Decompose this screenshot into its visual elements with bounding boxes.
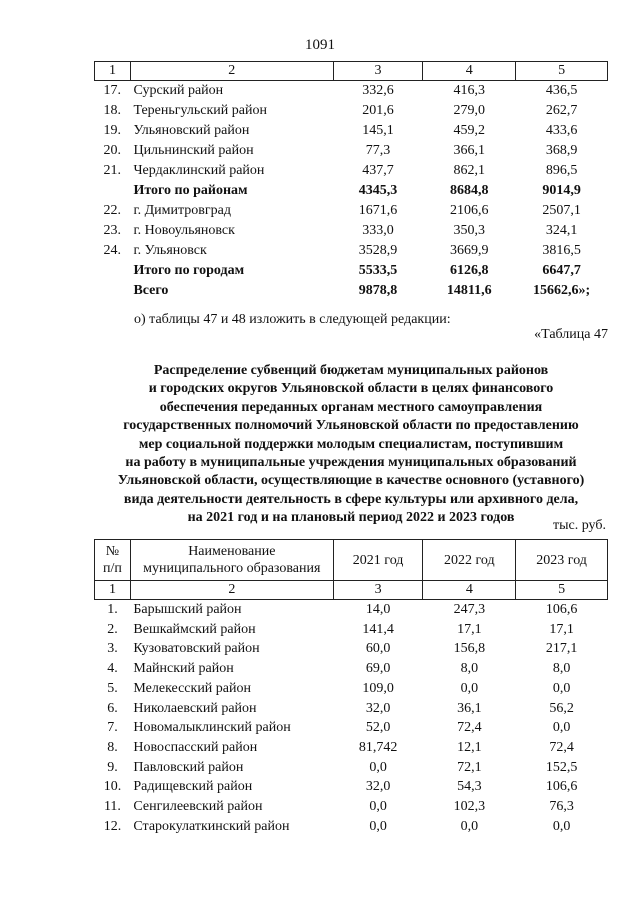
heading-line: Распределение субвенций бюджетам муниципальных районов	[153, 363, 549, 378]
value-col-4: 862,1	[453, 163, 485, 178]
value-col-5: 436,5	[545, 83, 578, 98]
value-col-4: 8,0	[460, 661, 479, 677]
heading-line: вида деятельности деятельность в сфере культуры или архивного дела,	[123, 491, 579, 507]
column-index: 3	[333, 62, 423, 81]
row-name: Ульяновский район	[133, 123, 250, 138]
value-col-3: 60,0	[365, 641, 391, 657]
row-number: 5.	[107, 680, 118, 696]
header-2021: 2021 год	[333, 540, 423, 581]
table-row	[95, 600, 608, 620]
table-row	[95, 241, 608, 261]
value-col-4: 2106,6	[450, 203, 489, 218]
row-name: Цильнинский район	[133, 143, 254, 158]
table-row	[95, 639, 608, 659]
value-col-5: 433,6	[545, 123, 578, 138]
value-col-5: 262,7	[545, 103, 578, 118]
value-col-5: 106,6	[545, 779, 578, 795]
table-row	[95, 699, 608, 719]
heading-line: мер социальной поддержки молодым специалистам, поступившим	[138, 436, 564, 452]
value-col-5: 56,2	[549, 700, 574, 716]
column-index: 3	[333, 581, 423, 600]
value-col-4: 279,0	[453, 103, 485, 118]
table-row	[95, 758, 608, 778]
value-col-5: 0,0	[552, 680, 571, 696]
row-number: 19.	[103, 123, 121, 138]
row-name: Сенгилеевский район	[133, 799, 263, 815]
row-number: 21.	[103, 163, 121, 178]
value-col-3: 69,0	[365, 661, 391, 677]
value-col-4: 416,3	[453, 83, 485, 98]
table-47	[94, 539, 608, 836]
row-name: Тереньгульский район	[133, 103, 267, 118]
header-name	[130, 540, 333, 581]
column-index: 1	[95, 62, 131, 81]
table-row	[95, 620, 608, 640]
table-row	[95, 261, 608, 281]
row-number: 17.	[103, 83, 121, 98]
value-col-5: 2507,1	[542, 203, 581, 218]
value-col-5: 368,9	[545, 143, 578, 158]
row-name: Итого по городам	[133, 263, 245, 278]
value-col-3: 437,7	[362, 163, 394, 178]
value-col-4: 102,3	[453, 799, 486, 815]
row-name: Радищевский район	[133, 779, 253, 795]
value-col-3: 201,6	[362, 103, 394, 118]
value-col-4: 14811,6	[446, 283, 492, 298]
value-col-3: 141,4	[362, 621, 394, 637]
table-heading	[94, 362, 608, 528]
value-col-3: 332,6	[362, 83, 394, 98]
value-col-3: 9878,8	[358, 283, 398, 298]
heading-line: на 2021 год и на плановый период 2022 и 2023 годов	[187, 510, 515, 526]
value-col-3: 0,0	[369, 799, 387, 815]
row-name: Итого по районам	[133, 183, 248, 198]
row-name: Новоспасский район	[133, 739, 258, 755]
column-index-row	[95, 62, 608, 81]
value-col-5: 0,0	[552, 818, 571, 834]
row-name: Павловский район	[133, 759, 244, 775]
value-col-4: 12,1	[457, 739, 482, 755]
header-row	[95, 540, 608, 581]
table-row	[95, 181, 608, 201]
value-col-4: 36,1	[457, 700, 482, 716]
header-2023: 2023 год	[516, 540, 608, 581]
value-col-4: 17,1	[457, 621, 482, 637]
value-col-5: 0,0	[552, 720, 571, 736]
column-index: 5	[516, 581, 608, 600]
row-name: Сурский район	[133, 83, 224, 98]
row-number: 23.	[103, 223, 121, 238]
value-col-5: 106,6	[545, 602, 578, 617]
value-col-3: 77,3	[365, 143, 391, 158]
header-name-line: Наименование	[188, 544, 276, 559]
table-row	[95, 81, 608, 102]
table-row	[95, 679, 608, 699]
table-row	[95, 738, 608, 758]
table-row	[95, 281, 608, 301]
value-col-3: 3528,9	[358, 243, 398, 258]
row-number: 18.	[103, 103, 121, 118]
row-number	[95, 181, 131, 201]
column-index: 2	[130, 581, 333, 600]
value-col-5: 9014,9	[542, 183, 581, 198]
row-name: Чердаклинский район	[133, 163, 265, 178]
table-row	[95, 121, 608, 141]
value-col-4: 459,2	[453, 123, 485, 138]
table-row	[95, 101, 608, 121]
column-index: 1	[95, 581, 131, 600]
value-col-5: 6647,7	[542, 263, 581, 278]
value-col-4: 156,8	[453, 641, 486, 657]
row-name: Барышский район	[133, 602, 242, 617]
table-row	[95, 817, 608, 837]
table-row	[95, 221, 608, 241]
value-col-3: 52,0	[365, 720, 391, 736]
row-number: 8.	[107, 739, 118, 755]
value-col-5: 72,4	[549, 739, 574, 755]
column-index: 5	[516, 62, 608, 81]
row-number: 10.	[103, 779, 122, 795]
row-number: 4.	[107, 661, 118, 677]
table-row	[95, 141, 608, 161]
value-col-3: 0,0	[369, 759, 387, 775]
value-col-3: 32,0	[365, 779, 391, 795]
table-row	[95, 797, 608, 817]
row-name: Новомалыклинский район	[133, 720, 291, 736]
value-col-4: 0,0	[460, 818, 479, 834]
heading-line: и городских округов Ульяновской области в целях финансового	[148, 381, 554, 397]
value-col-5: 896,5	[545, 163, 578, 178]
value-col-3: 4345,3	[358, 183, 398, 198]
value-col-4: 6126,8	[450, 263, 489, 278]
value-col-4: 72,1	[457, 759, 482, 775]
row-number: 11.	[103, 799, 121, 815]
row-name: Мелекесский район	[133, 680, 251, 696]
value-col-3: 1671,6	[358, 203, 398, 218]
value-col-4: 54,3	[457, 779, 482, 795]
header-num-line: №	[105, 544, 120, 559]
row-name: Кузоватовский район	[133, 641, 260, 657]
row-name: Старокулаткинский район	[133, 818, 290, 834]
value-col-4: 366,1	[453, 143, 485, 158]
continuation-table-body	[95, 81, 608, 302]
row-number: 2.	[107, 621, 118, 637]
table-row	[95, 659, 608, 679]
row-number: 12.	[103, 818, 122, 834]
heading-line: государственных полномочий Ульяновской области по предоставлению	[123, 418, 579, 434]
row-number	[95, 261, 131, 281]
value-col-5: 324,1	[545, 223, 578, 238]
page-number: 1091	[305, 37, 335, 53]
value-col-3: 81,742	[358, 739, 398, 755]
table-47-body	[95, 600, 608, 837]
value-col-5: 76,3	[549, 799, 574, 815]
row-name: Всего	[133, 283, 169, 298]
unit-label: тыс. руб.	[553, 518, 606, 533]
value-col-3: 5533,5	[358, 263, 398, 278]
row-name: Майнский район	[133, 661, 234, 677]
column-index: 4	[423, 581, 516, 600]
table-reference: «Таблица 47	[534, 327, 608, 342]
table-row	[95, 718, 608, 738]
value-col-5: 17,1	[549, 621, 574, 637]
continuation-table	[94, 61, 608, 301]
value-col-3: 32,0	[365, 700, 391, 716]
column-index: 4	[423, 62, 516, 81]
column-index-row	[95, 581, 608, 600]
header-2022: 2022 год	[423, 540, 516, 581]
row-number: 20.	[103, 143, 121, 158]
value-col-5: 152,5	[545, 759, 578, 775]
value-col-5: 217,1	[545, 641, 578, 657]
value-col-5: 15662,6»;	[532, 283, 591, 298]
amendment-note: о) таблицы 47 и 48 изложить в следующей редакции:	[134, 312, 451, 327]
row-number: 1.	[107, 602, 118, 617]
table-row	[95, 161, 608, 181]
header-num	[95, 540, 131, 581]
value-col-3: 14,0	[365, 602, 391, 617]
table-row	[95, 201, 608, 221]
header-name-line: муниципального образования	[143, 561, 321, 576]
row-name: г. Ульяновск	[133, 243, 207, 258]
row-number: 9.	[107, 759, 118, 775]
heading-line: Ульяновской области, осуществляющие в качестве основного (уставного)	[117, 473, 585, 489]
column-index: 2	[130, 62, 333, 81]
value-col-4: 247,3	[453, 602, 486, 617]
row-number: 6.	[107, 700, 118, 716]
value-col-4: 350,3	[453, 223, 485, 238]
value-col-4: 8684,8	[450, 183, 489, 198]
value-col-4: 0,0	[460, 680, 479, 696]
table-row	[95, 777, 608, 797]
row-number: 22.	[103, 203, 121, 218]
row-number: 7.	[107, 720, 118, 736]
row-number: 3.	[107, 641, 118, 657]
value-col-3: 333,0	[362, 223, 394, 238]
row-name: г. Новоульяновск	[133, 223, 235, 238]
row-name: Вешкаймский район	[133, 621, 256, 637]
row-number: 24.	[103, 243, 121, 258]
row-name: г. Димитровград	[133, 203, 231, 218]
heading-line: на работу в муниципальные учреждения муниципальных образований	[125, 455, 577, 471]
value-col-3: 109,0	[362, 680, 394, 696]
heading-line: обеспечения переданных органам местного самоуправления	[159, 399, 543, 415]
value-col-3: 0,0	[369, 818, 387, 834]
row-number	[95, 281, 131, 301]
value-col-4: 72,4	[457, 720, 482, 736]
value-col-3: 145,1	[362, 123, 394, 138]
header-num-line: п/п	[103, 561, 122, 576]
row-name: Николаевский район	[133, 700, 257, 716]
value-col-5: 8,0	[552, 661, 571, 677]
value-col-4: 3669,9	[450, 243, 489, 258]
value-col-5: 3816,5	[542, 243, 581, 258]
